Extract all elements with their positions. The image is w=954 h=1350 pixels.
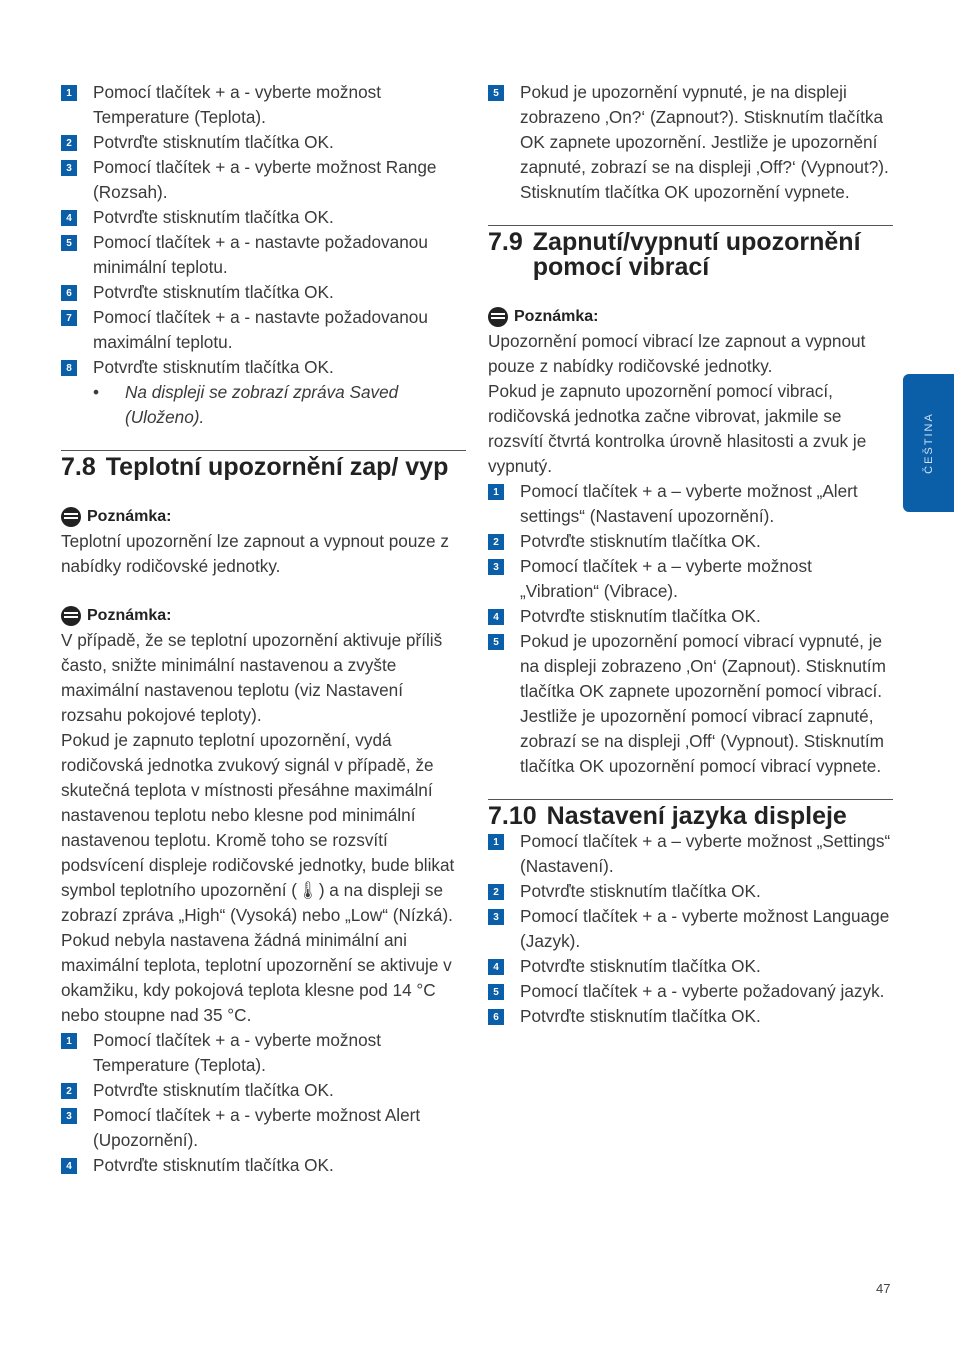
note-label: Poznámka:: [87, 607, 172, 624]
step-number: 6: [61, 285, 77, 301]
step-number: 2: [488, 884, 504, 900]
step-list-temperature-alert: [61, 1028, 466, 1178]
step-text: Potvrďte stisknutím tlačítka OK.: [520, 531, 761, 551]
step-text: Pomocí tlačítek + a - vyberte možnost Range (Rozsah).: [93, 157, 437, 202]
step-text: Pomocí tlačítek + a - vyberte možnost Temperature (Teplota).: [93, 82, 382, 127]
step-number: 1: [61, 1033, 77, 1049]
step-text: Potvrďte stisknutím tlačítka OK.: [520, 956, 761, 976]
step-text: Potvrďte stisknutím tlačítka OK.: [93, 1080, 334, 1100]
step-number: 4: [488, 959, 504, 975]
step-text: Potvrďte stisknutím tlačítka OK.: [93, 357, 334, 377]
step-number: 4: [488, 609, 504, 625]
step-text: Pomocí tlačítek + a - vyberte požadovaný jazyk.: [520, 981, 885, 1001]
step-item: [488, 954, 893, 979]
step-list-vibration: [488, 479, 893, 779]
step-number: 6: [488, 1009, 504, 1025]
step-item: [61, 1103, 466, 1153]
step-number: 1: [61, 85, 77, 101]
note-icon: [61, 507, 81, 527]
step-item: [61, 155, 466, 205]
section-number: 7.8: [61, 453, 96, 481]
step-item: [488, 879, 893, 904]
step-item: [488, 479, 893, 529]
step-item: [61, 80, 466, 130]
step-text: Pomocí tlačítek + a - nastavte požadovanou minimální teplotu.: [93, 232, 428, 277]
step-number: 5: [488, 85, 504, 101]
step-number: 2: [488, 534, 504, 550]
page-number: 47: [876, 1281, 891, 1296]
note-icon: [488, 307, 508, 327]
note-text: Upozornění pomocí vibrací lze zapnout a vypnout pouze z nabídky rodičovské jednotky.: [488, 331, 866, 376]
note-icon: [61, 606, 81, 626]
section-heading-7-9: [488, 225, 893, 280]
note-label: Poznámka:: [514, 308, 599, 325]
note-title: [61, 603, 466, 628]
step-text: Potvrďte stisknutím tlačítka OK.: [93, 282, 334, 302]
step-number: 3: [61, 1108, 77, 1124]
step-number: 7: [61, 310, 77, 326]
section-heading-7-8: [61, 450, 466, 480]
step-text: Pokud je upozornění pomocí vibrací vypnuté, je na displeji zobrazeno ‚On‘ (Zapnout). Stisknutím tlačítka OK zapnete upozornění pomocí vibrací. Jestliže je upozornění pomocí vibrací zapnuté, zobrazí se na displeji ‚Off‘ (Vypnout). Stisknutím tlačítka OK upozornění pomocí vibrací vypnete.: [520, 631, 886, 776]
step-number: 1: [488, 484, 504, 500]
step-item: [488, 904, 893, 954]
note-text: Teplotní upozornění lze zapnout a vypnout pouze z nabídky rodičovské jednotky.: [61, 531, 449, 576]
step-item: [488, 554, 893, 604]
step-list-language: [488, 829, 893, 1029]
note-title: [488, 304, 893, 329]
step-item: [488, 829, 893, 879]
step-text: Pokud je upozornění vypnuté, je na displeji zobrazeno ‚On?‘ (Zapnout?). Stisknutím tlačítka OK zapnete upozornění. Jestliže je upozornění zapnuté, zobrazí se na displeji ‚Off?‘ (Vypnout?). Stisknutím tlačítka OK upozornění vypnete.: [520, 82, 889, 202]
step-text: Pomocí tlačítek + a - nastavte požadovanou maximální teplotu.: [93, 307, 428, 352]
step-text: Potvrďte stisknutím tlačítka OK.: [93, 207, 334, 227]
step-text: Pomocí tlačítek + a – vyberte možnost „Alert settings“ (Nastavení upozornění).: [520, 481, 858, 526]
step-item: [61, 1078, 466, 1103]
step-text: Pomocí tlačítek + a - vyberte možnost Temperature (Teplota).: [93, 1030, 382, 1075]
step-number: 3: [488, 909, 504, 925]
left-column: [61, 80, 466, 1178]
step-item: [61, 130, 466, 155]
bullet-text: Na displeji se zobrazí zpráva Saved (Uloženo).: [125, 382, 399, 427]
step-number: 5: [488, 634, 504, 650]
step-number: 2: [61, 135, 77, 151]
step-item: [488, 979, 893, 1004]
step-text: Potvrďte stisknutím tlačítka OK.: [93, 1155, 334, 1175]
note-text: V případě, že se teplotní upozornění aktivuje příliš často, snižte minimální nastavenou a zvyšte maximální nastavenou teplotu (viz Nastavení rozsahu pokojové teploty).: [61, 630, 443, 725]
step-item: [488, 1004, 893, 1029]
step-number: 4: [61, 210, 77, 226]
step-text: Pomocí tlačítek + a – vyberte možnost „Settings“ (Nastavení).: [520, 831, 891, 876]
note-title: [61, 504, 466, 529]
step-text: Potvrďte stisknutím tlačítka OK.: [520, 606, 761, 626]
step-item: [488, 80, 893, 205]
section-number: 7.9: [488, 228, 523, 256]
section-heading-7-10: [488, 799, 893, 829]
note-text-continued: Pokud je zapnuto upozornění pomocí vibrací, rodičovská jednotka začne vibrovat, jakmile se rozsvítí čtvrtá kontrolka úrovně hlasitosti a zvuk je vypnutý.: [488, 381, 867, 476]
step-item: [61, 205, 466, 230]
step-number: 1: [488, 834, 504, 850]
step-number: 5: [61, 235, 77, 251]
step-number: 3: [488, 559, 504, 575]
step-text: Pomocí tlačítek + a - vyberte možnost Alert (Upozornění).: [93, 1105, 421, 1150]
step-text: Pomocí tlačítek + a – vyberte možnost „Vibration“ (Vibrace).: [520, 556, 812, 601]
step-text: Potvrďte stisknutím tlačítka OK.: [520, 1006, 761, 1026]
step-item: [488, 604, 893, 629]
step-text: Potvrďte stisknutím tlačítka OK.: [520, 881, 761, 901]
note-text-continued: Pokud je zapnuto teplotní upozornění, vydá rodičovská jednotka zvukový signál v případě, že skutečná teplota v místnosti přesáhne maximální nastavenou teplotu nebo klesne pod minimální nastavenou teplotu. Kromě toho se rozsvítí podsvícení displeje rodičovské jednotky, bude blikat symbol teplotního upozornění (🌡) a na displeji se zobrazí zpráva „High“ (Vysoká) nebo „Low“ (Nízká). Pokud nebyla nastavena žádná minimální ani maximální teplota, teplotní upozornění se aktivuje v okamžiku, kdy pokojová teplota klesne pod 14 °C nebo stoupne nad 35 °C.: [61, 730, 455, 1025]
section-title: Nastavení jazyka displeje: [546, 802, 847, 830]
step-number: 8: [61, 360, 77, 376]
step-text: Pomocí tlačítek + a - vyberte možnost Language (Jazyk).: [520, 906, 890, 951]
bullet-dot: •: [93, 382, 100, 402]
section-title: Zapnutí/vypnutí upozornění pomocí vibrací: [532, 228, 861, 281]
language-side-tab: [903, 374, 954, 512]
step-item: [61, 280, 466, 305]
step-text: Potvrďte stisknutím tlačítka OK.: [93, 132, 334, 152]
step-number: 2: [61, 1083, 77, 1099]
bullet-item: [61, 380, 466, 430]
step-list-temperature-range: [61, 80, 466, 430]
step-number: 4: [61, 1158, 77, 1174]
step-item: [61, 355, 466, 380]
step-number: 3: [61, 160, 77, 176]
step-item: [61, 1153, 466, 1178]
section-title: Teplotní upozornění zap/ vyp: [105, 453, 449, 481]
step-number: 5: [488, 984, 504, 1000]
note-label: Poznámka:: [87, 508, 172, 525]
step-item: [488, 629, 893, 779]
section-number: 7.10: [488, 802, 537, 830]
step-item: [61, 230, 466, 280]
step-item: [61, 305, 466, 355]
step-item: [61, 1028, 466, 1078]
language-tab-label: ČEŠTINA: [922, 412, 935, 474]
right-column: [488, 80, 893, 1029]
step-item: [488, 529, 893, 554]
